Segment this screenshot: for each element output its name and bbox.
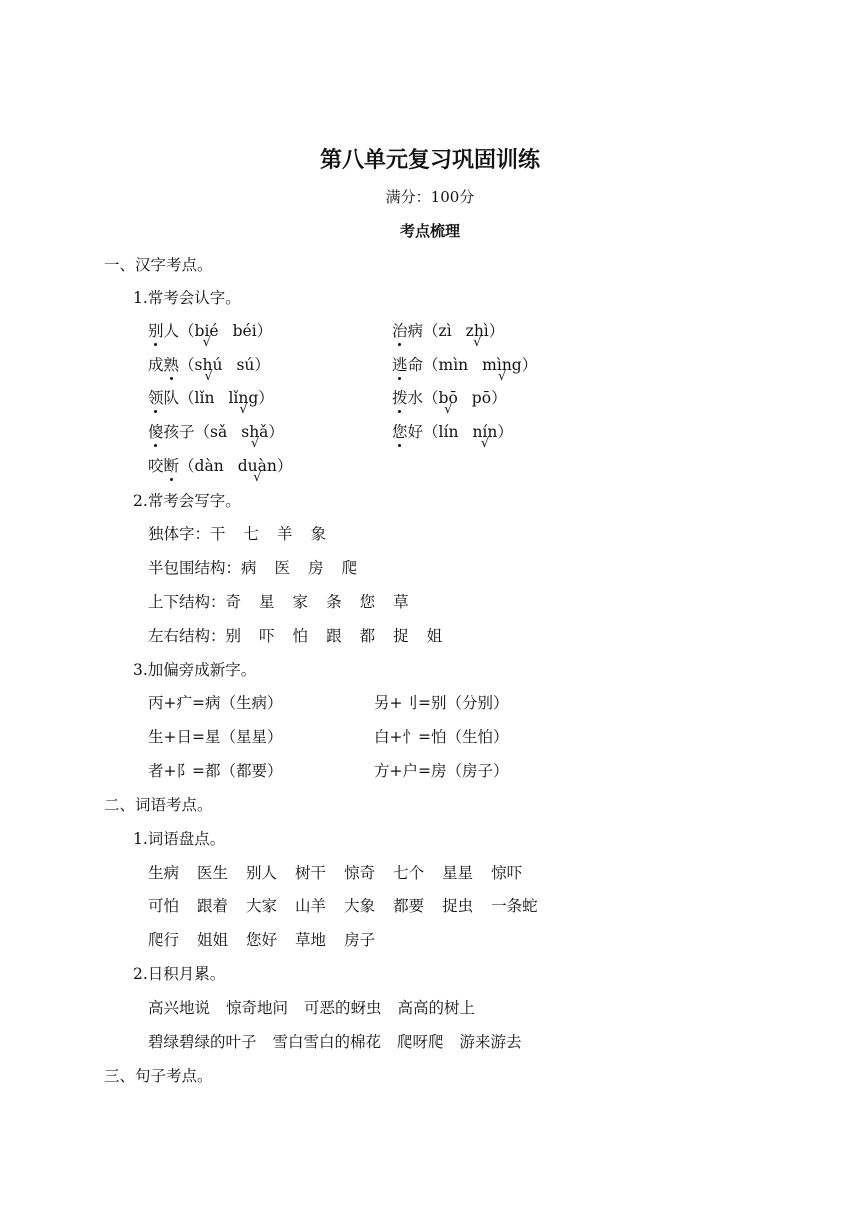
pinyin-option: lǐng √ — [228, 388, 258, 408]
item-text: ） — [521, 356, 538, 374]
word: 大象 — [344, 897, 376, 915]
item-text: ） — [258, 389, 274, 407]
row-label: 左右结构： — [148, 627, 226, 645]
word: 星星 — [442, 864, 474, 882]
dotted-char: 别 — [148, 322, 164, 340]
word: 七个 — [393, 864, 425, 882]
phrase-row — [148, 998, 475, 1018]
radical-item: 白+忄=怕（生怕） — [374, 728, 509, 746]
write-char: 都 — [359, 627, 376, 645]
word: 山羊 — [295, 897, 327, 915]
radical-item: 另+刂=别（分别） — [374, 694, 509, 712]
pinyin-item — [148, 388, 274, 408]
write-row — [148, 524, 326, 544]
phrase: 碧绿碧绿的叶子 — [148, 1033, 257, 1051]
word: 都要 — [393, 897, 425, 915]
word: 跟着 — [197, 897, 229, 915]
row-label: 半包围结构： — [148, 559, 242, 577]
pinyin-option: nín √ — [472, 422, 497, 442]
write-char: 吓 — [259, 627, 275, 645]
word: 惊吓 — [491, 864, 523, 882]
write-char: 奇 — [225, 593, 242, 611]
word: 您好 — [246, 931, 278, 949]
word: 可怕 — [148, 897, 180, 915]
item-text: 好（ — [407, 423, 439, 441]
word-row — [148, 930, 375, 950]
pinyin-option: zì — [438, 322, 452, 340]
dotted-char: 傻 — [148, 423, 164, 441]
pinyin-option: dàn — [194, 457, 224, 475]
pinyin-item — [392, 388, 507, 408]
pinyin-item — [392, 321, 504, 341]
write-char: 七 — [243, 525, 260, 543]
word: 医生 — [197, 864, 229, 882]
item-text: ） — [256, 322, 273, 340]
write-char: 房 — [308, 559, 324, 577]
write-char: 跟 — [326, 627, 342, 645]
write-char: 条 — [326, 593, 342, 611]
pinyin-option: mìn — [438, 356, 469, 374]
pinyin-option: sǎ — [210, 423, 228, 441]
pinyin-item — [148, 456, 292, 476]
pinyin-option: bié √ — [195, 321, 219, 341]
word: 爬行 — [148, 931, 180, 949]
section3-heading: 三、句子考点。 — [104, 1067, 213, 1085]
pinyin-option: zhì √ — [466, 321, 489, 341]
write-char: 干 — [210, 525, 226, 543]
phrase: 高兴地说 — [148, 999, 211, 1017]
pinyin-option: sú — [236, 356, 255, 374]
word-row — [148, 863, 522, 883]
row-label: 独体字： — [148, 525, 211, 543]
pinyin-option: duàn √ — [238, 456, 277, 476]
item-text: 命（ — [407, 356, 439, 374]
write-char: 您 — [359, 593, 376, 611]
write-char: 爬 — [341, 559, 358, 577]
item-text: ） — [488, 322, 505, 340]
write-char: 家 — [292, 593, 309, 611]
pinyin-option: mìng √ — [482, 355, 522, 375]
write-char: 草 — [393, 593, 409, 611]
word: 房子 — [344, 931, 376, 949]
item-text: ） — [254, 356, 270, 374]
write-row — [148, 592, 409, 612]
phrase: 高高的树上 — [397, 999, 476, 1017]
item-text: 咬 — [148, 457, 164, 475]
section1-sub2-heading: 2.常考会写字。 — [133, 492, 241, 510]
pinyin-option: béi — [232, 322, 257, 340]
pinyin-option: shú √ — [195, 355, 223, 375]
write-char: 星 — [259, 593, 275, 611]
item-text: （ — [179, 356, 195, 374]
item-text: 人（ — [163, 322, 195, 340]
write-char: 象 — [310, 525, 327, 543]
phrase: 可恶的蚜虫 — [304, 999, 382, 1017]
pinyin-option: bō √ — [439, 388, 458, 408]
pinyin-item — [392, 422, 513, 442]
phrase: 爬呀爬 — [397, 1033, 444, 1051]
word: 树干 — [295, 864, 327, 882]
phrase: 游来游去 — [459, 1033, 522, 1051]
section1-sub3-heading: 3.加偏旁成新字。 — [133, 661, 257, 679]
item-text: 水（ — [407, 389, 439, 407]
write-char: 病 — [241, 559, 257, 577]
section2-sub2-heading: 2.日积月累。 — [133, 965, 226, 983]
write-row — [148, 626, 442, 646]
section2-heading: 二、词语考点。 — [104, 796, 213, 814]
write-row — [148, 558, 357, 578]
section-subtitle: 考点梳理 — [399, 222, 460, 240]
dotted-char: 您 — [392, 423, 408, 441]
phrase: 惊奇地问 — [226, 999, 289, 1017]
item-text: 队（ — [163, 389, 195, 407]
item-text: ） — [491, 389, 507, 407]
pinyin-option: lín — [438, 423, 459, 441]
word: 捉虫 — [442, 897, 474, 915]
pinyin-option: lǐn — [194, 389, 215, 407]
pinyin-item — [148, 355, 270, 375]
item-text: 病（ — [407, 322, 439, 340]
dotted-char: 治 — [392, 322, 408, 340]
pinyin-option: shǎ √ — [241, 422, 268, 442]
pinyin-item — [392, 355, 537, 375]
pinyin-item — [148, 422, 284, 442]
dotted-char: 拨 — [392, 389, 408, 407]
dotted-char: 断 — [163, 457, 180, 475]
item-text: （ — [179, 457, 195, 475]
word: 草地 — [295, 931, 327, 949]
word: 惊奇 — [344, 864, 376, 882]
pinyin-option: pō — [471, 389, 492, 407]
item-text: 孩子（ — [163, 423, 211, 441]
radical-item: 生+日=星（星星） — [148, 728, 283, 746]
word: 生病 — [148, 864, 180, 882]
radical-item: 丙+疒=病（生病） — [148, 694, 283, 712]
word-row — [148, 896, 538, 916]
word: 别人 — [246, 864, 278, 882]
dotted-char: 熟 — [163, 356, 180, 374]
item-text: ） — [268, 423, 284, 441]
item-text: ） — [276, 457, 293, 475]
phrase: 雪白雪白的棉花 — [272, 1033, 382, 1051]
full-score: 满分：100分 — [385, 188, 475, 206]
write-char: 姐 — [426, 627, 443, 645]
phrase-row — [148, 1032, 522, 1052]
dotted-char: 领 — [148, 389, 164, 407]
write-char: 医 — [274, 559, 291, 577]
write-char: 怕 — [292, 627, 309, 645]
word: 姐姐 — [197, 931, 229, 949]
page-title: 第八单元复习巩固训练 — [319, 147, 540, 173]
pinyin-item — [148, 321, 272, 341]
write-char: 捉 — [393, 627, 409, 645]
word: 大家 — [246, 897, 278, 915]
dotted-char: 逃 — [392, 356, 408, 374]
row-label: 上下结构： — [148, 593, 226, 611]
radical-item: 方+户=房（房子） — [374, 762, 509, 780]
word: 一条蛇 — [491, 897, 538, 915]
item-text: ） — [497, 423, 513, 441]
section2-sub1-heading: 1.词语盘点。 — [133, 830, 226, 848]
section1-heading: 一、汉字考点。 — [104, 256, 213, 274]
radical-item: 者+阝=都（都要） — [148, 762, 283, 780]
write-char: 别 — [225, 627, 242, 645]
write-char: 羊 — [277, 525, 293, 543]
item-text: 成 — [148, 356, 164, 374]
section1-sub1-heading: 1.常考会认字。 — [133, 289, 241, 307]
